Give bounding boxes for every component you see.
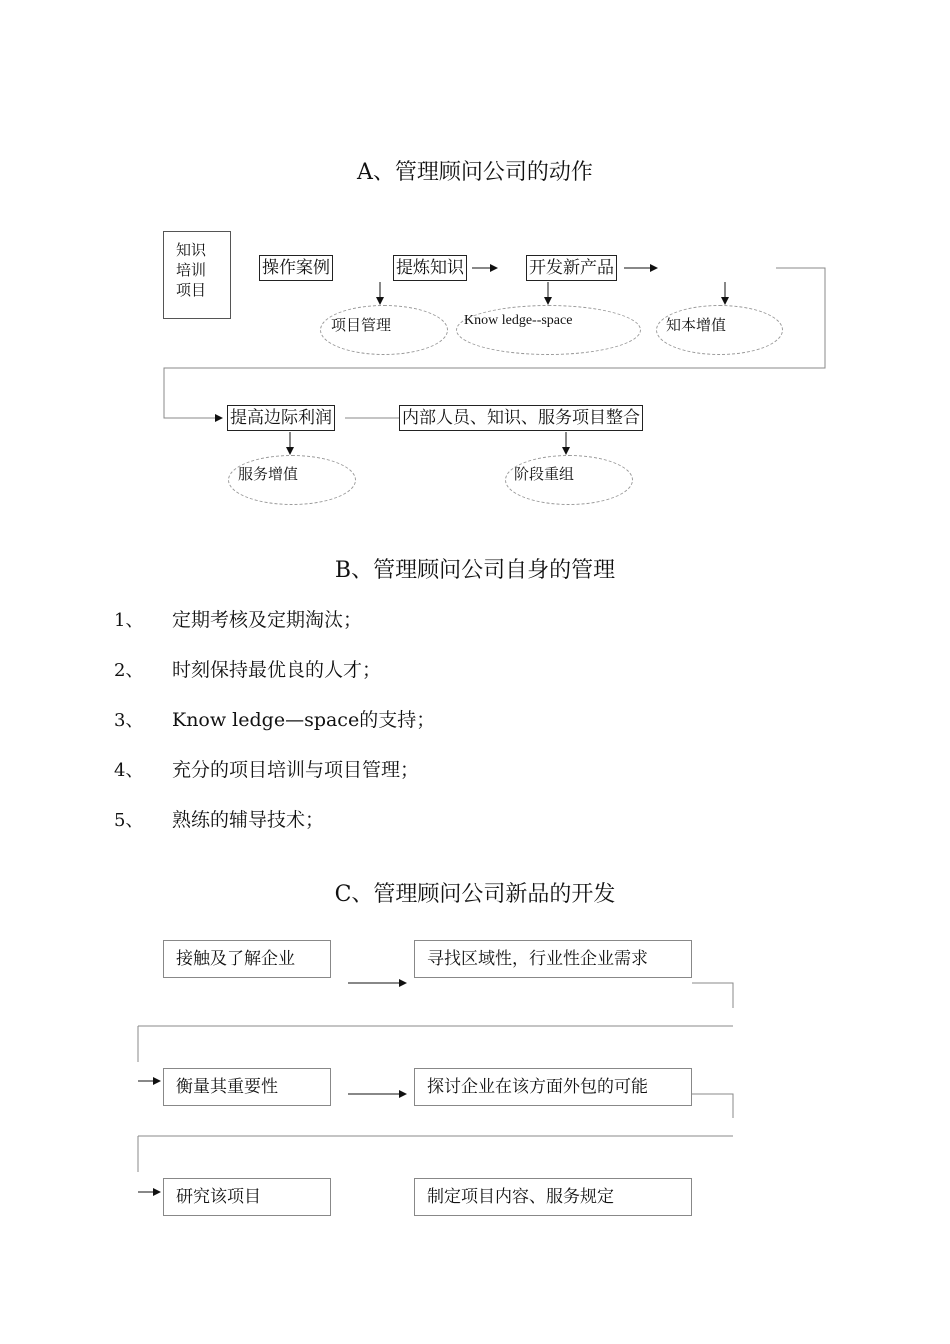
list-item: 定期考核及定期淘汰；: [172, 609, 363, 631]
left-box-line: 项目: [176, 281, 207, 299]
integration-box: 内部人员、知识、服务项目整合: [399, 405, 643, 431]
list-item: 充分的项目培训与项目管理；: [172, 759, 420, 781]
left-box-line: 知识: [176, 241, 207, 259]
step-explore-outsourcing: 探讨企业在该方面外包的可能: [414, 1068, 692, 1106]
section-c-title: C、管理顾问公司新品的开发: [334, 882, 616, 907]
ellipse-label: 知本增值: [666, 316, 727, 334]
ellipse-label: 项目管理: [331, 316, 392, 334]
refine-knowledge-box: 提炼知识: [393, 255, 467, 281]
ellipse-label: Know ledge--space: [464, 313, 573, 328]
ellipse-label: 服务增值: [238, 465, 299, 483]
section-b-title: B、管理顾问公司自身的管理: [334, 558, 616, 583]
list-number: 5、: [114, 810, 144, 831]
ellipse-label: 阶段重组: [514, 465, 575, 483]
operate-cases-box: 操作案例: [259, 255, 333, 281]
list-number: 3、: [114, 710, 144, 731]
raise-margin-box: 提高边际利润: [227, 405, 335, 431]
left-box-line: 培训: [176, 261, 207, 279]
list-item: Know ledge—space的支持；: [172, 709, 436, 731]
knowledge-training-box: [163, 231, 231, 319]
step-weigh-importance: 衡量其重要性: [163, 1068, 331, 1106]
develop-products-box: 开发新产品: [526, 255, 617, 281]
list-number: 2、: [114, 660, 144, 681]
list-number: 1、: [114, 610, 144, 631]
list-item: 时刻保持最优良的人才；: [172, 659, 382, 681]
step-find-demand: 寻找区域性，行业性企业需求: [414, 940, 692, 978]
section-a-title: A、管理顾问公司的动作: [357, 160, 593, 185]
list-item: 熟练的辅导技术；: [172, 809, 325, 831]
list-number: 4、: [114, 760, 144, 781]
step-research-project: 研究该项目: [163, 1178, 331, 1216]
step-define-content: 制定项目内容、服务规定: [414, 1178, 692, 1216]
step-contact-enterprise: 接触及了解企业: [163, 940, 331, 978]
